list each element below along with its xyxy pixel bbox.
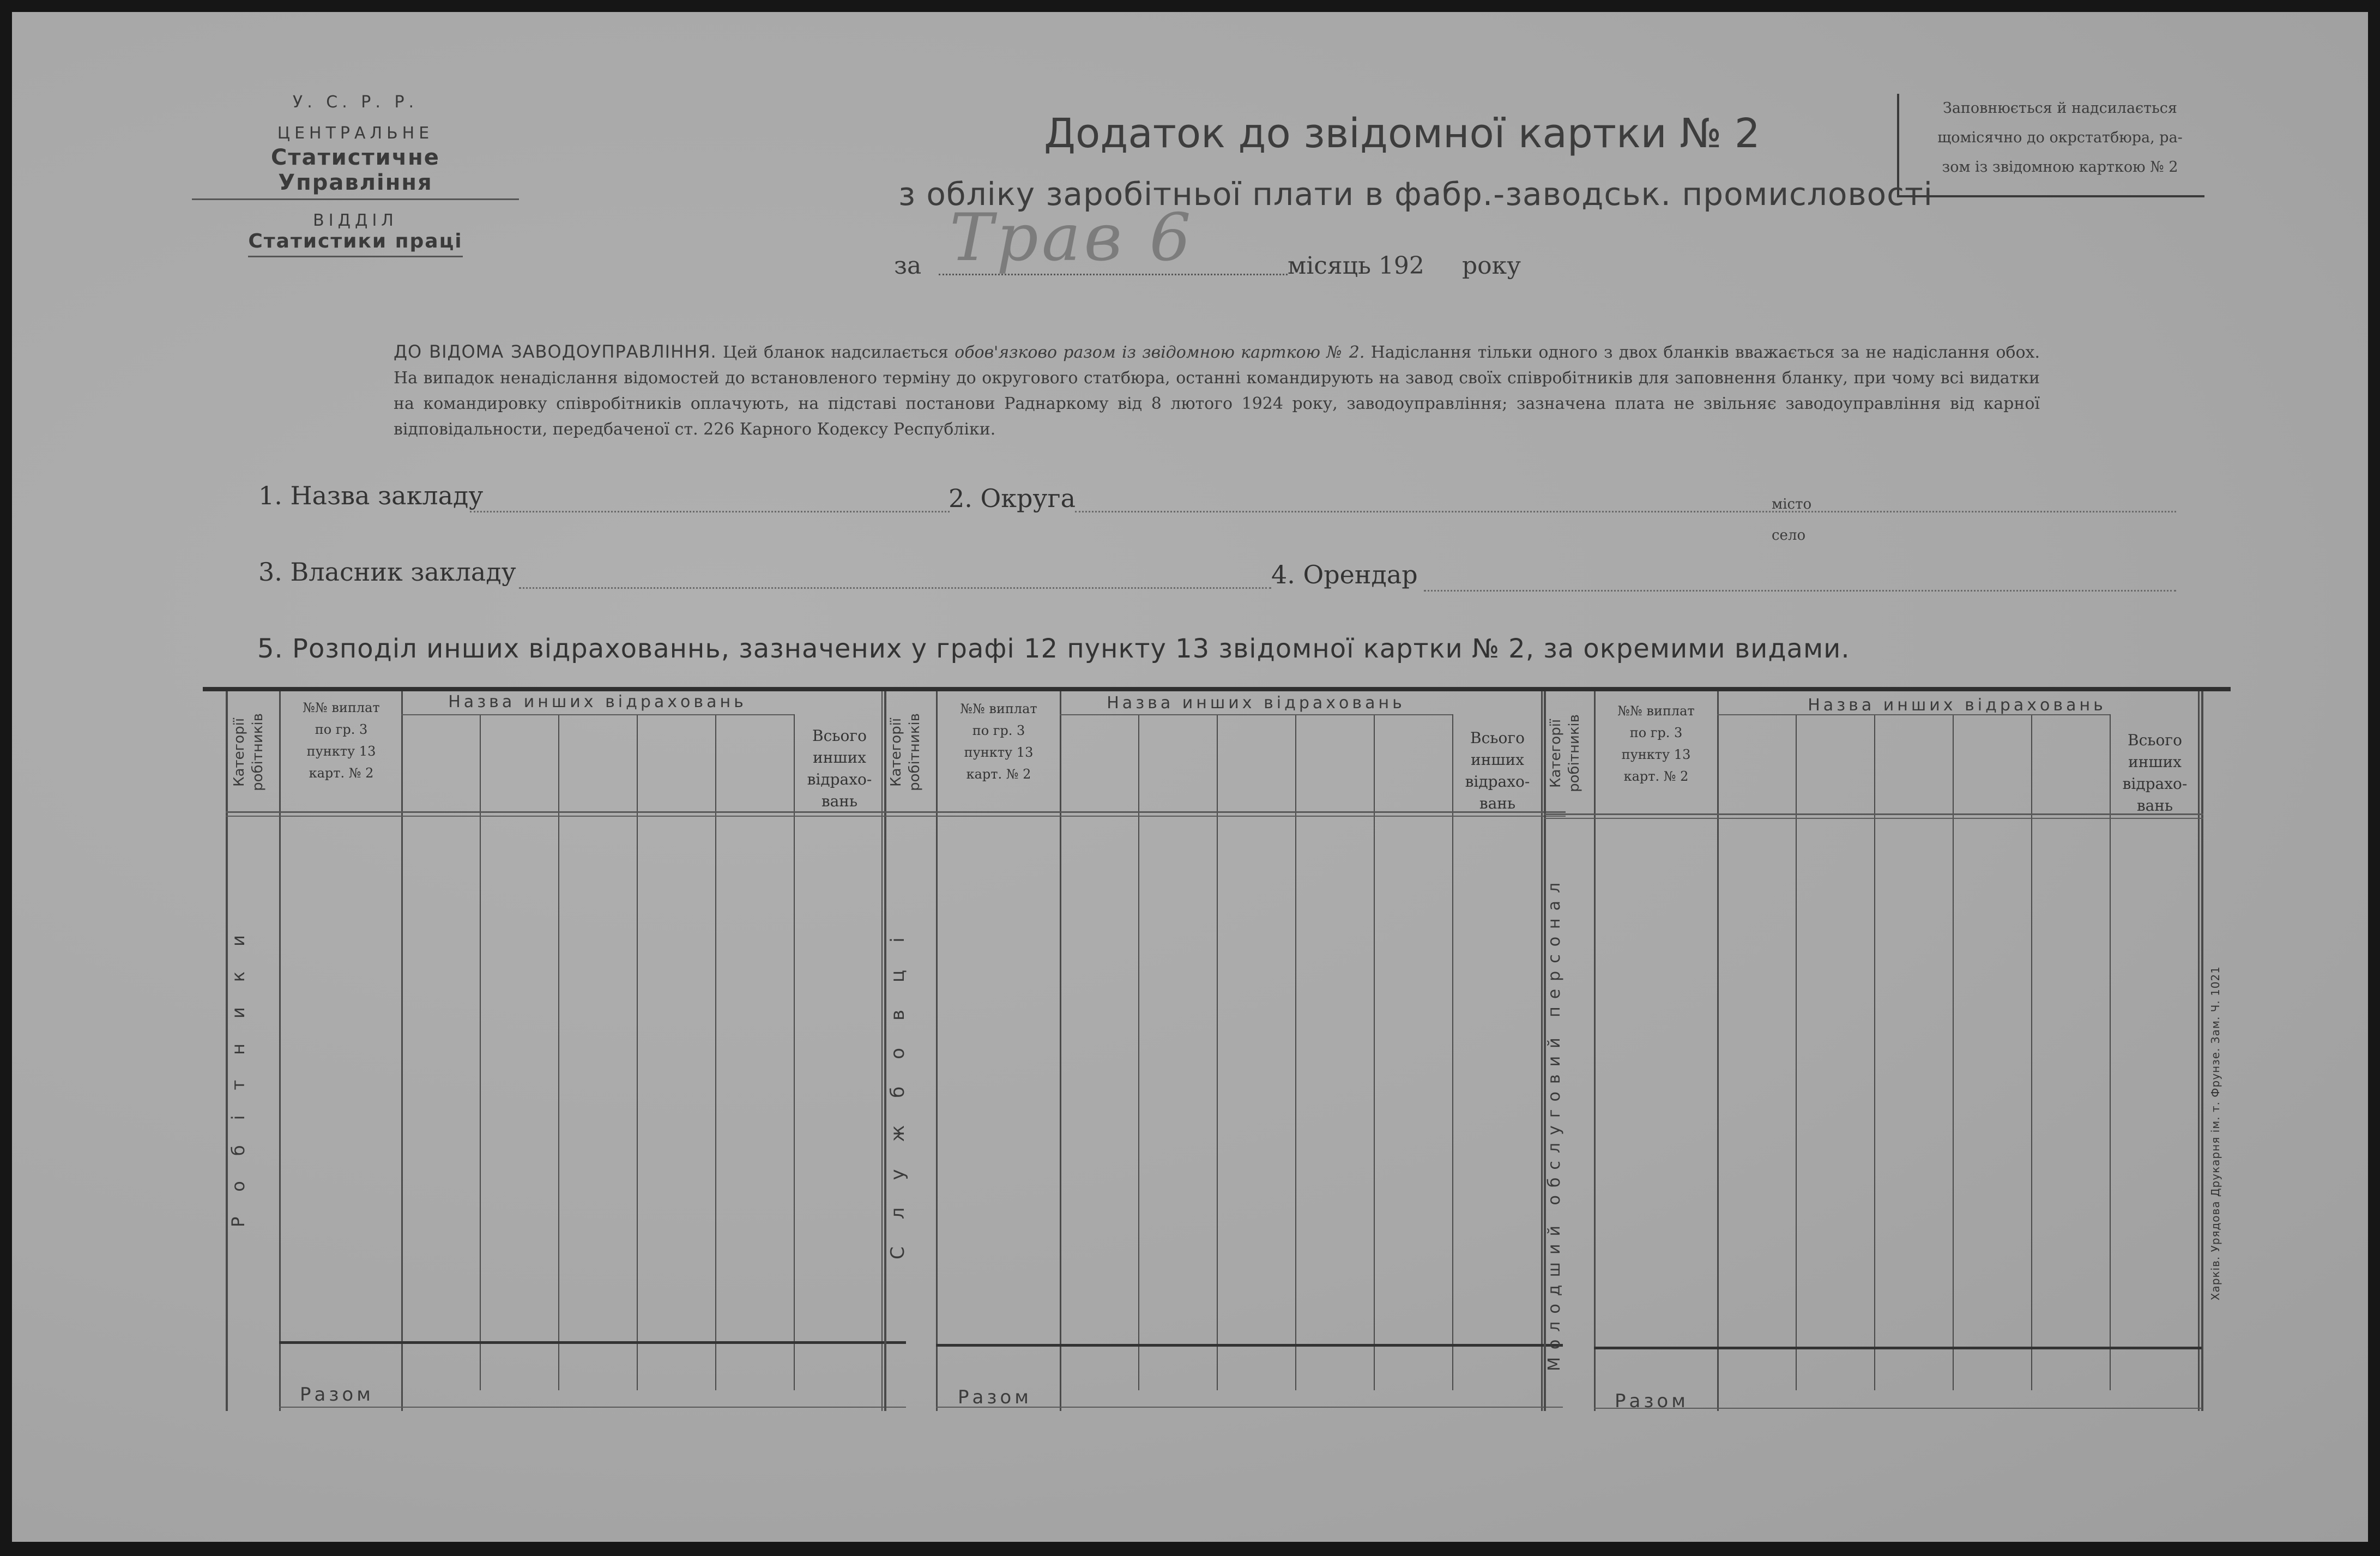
intro-lead: ДО ВІДОМА ЗАВОДОУПРАВЛІННЯ. — [394, 341, 717, 362]
form-sheet — [12, 12, 2368, 1542]
place-village: село — [1772, 527, 1806, 544]
total-header-1: Всього инших відрахо- вань — [807, 727, 872, 810]
total-header-3: Всього инших відрахо- вань — [2122, 731, 2188, 815]
sum-label-junior-staff: Разом — [1615, 1390, 1689, 1412]
deductions-table — [203, 687, 2231, 1412]
org-line2: Статистичне Управління — [192, 145, 519, 200]
category-workers: Робітники — [228, 910, 249, 1227]
field-district-label: 2. Округа — [949, 484, 1076, 513]
field-district-line[interactable] — [1075, 511, 2176, 512]
notice-line3: зом із звідомною карткою № 2 — [1942, 159, 2178, 176]
org-header — [192, 93, 519, 257]
org-line1: ЦЕНТРАЛЬНЕ — [277, 124, 434, 143]
group-header-2: Назва инших відраховань — [1107, 693, 1405, 713]
cat-header-3: Категорії робітників — [1548, 714, 1582, 793]
period-month-word: місяць 192 — [1288, 252, 1424, 280]
period-prefix: за — [894, 252, 922, 280]
dept-line1: ВІДДІЛ — [313, 211, 398, 230]
cat-header-2: Категорії робітників — [888, 713, 923, 792]
notice-line2: щомісячно до окрстатбюра, ра- — [1937, 129, 2183, 146]
category-junior-staff: Молодший обслуговий персонал — [1545, 875, 1564, 1372]
category-employees: Службовці — [887, 910, 909, 1260]
field-tenant-line[interactable] — [1424, 590, 2176, 592]
group-header-3: Назва инших відраховань — [1808, 696, 2106, 715]
dept-line2: Статистики праці — [248, 230, 462, 257]
intro-text2: Надіслання тільки одного з двох бланків вважається за не надіслання обох. На випадок ненадіслання відомостей до встановленого терміну до округового статбюра, останні командирують на завод своїх співробітників для заповнення бланку, при чому всі видатки на командировку співробітників оплачують, на підставі постанови Раднаркому від 8 лютого 1924 року, заводоуправління; зазначена плата не звільняє заводоуправління від карної відповідальности, передбаченої ст. 226 Карного Кодексу Республіки. — [394, 343, 2040, 439]
intro-emphasis: обов'язково разом із звідомною карткою № 2. — [955, 343, 1365, 362]
sum-label-employees: Разом — [958, 1386, 1032, 1408]
cat-header-1: Категорії робітників — [231, 713, 266, 792]
period-suffix: року — [1462, 252, 1521, 280]
month-handwritten: Трав 6 — [950, 200, 1194, 276]
pay-header-1: №№ виплат по гр. 3 пункту 13 карт. № 2 — [303, 700, 380, 781]
group-header-1: Назва инших відраховань — [448, 692, 747, 711]
republic-label: У. С. Р. Р. — [292, 93, 419, 112]
field-tenant-label: 4. Орендар — [1271, 560, 1418, 589]
section5-heading: 5. Розподіл инших відрахованнь, зазначених у графі 12 пункту 13 звідомної картки № 2, за окремими видами. — [257, 634, 1850, 664]
field-owner-line[interactable] — [519, 587, 1271, 589]
pay-header-2: №№ виплат по гр. 3 пункту 13 карт. № 2 — [960, 701, 1037, 782]
pay-header-3: №№ виплат по гр. 3 пункту 13 карт. № 2 — [1617, 703, 1695, 784]
form-subtitle: з обліку заробітньої плати в фабр.-заводськ. промисловості — [898, 176, 1933, 213]
field-institution-label: 1. Назва закладу — [258, 481, 484, 510]
form-title: Додаток до звідомної картки № 2 — [1044, 110, 1760, 157]
notice-line1: Заповнюється й надсилається — [1943, 100, 2177, 117]
place-city: місто — [1772, 496, 1812, 512]
field-institution-line[interactable] — [470, 511, 950, 512]
printer-note: Харків. Урядова Друкарня ім. т. Фрунзе. Зам. Ч. 1021 — [2209, 966, 2222, 1301]
intro-notice — [394, 339, 2040, 442]
sum-label-workers: Разом — [300, 1384, 374, 1406]
field-owner-label: 3. Власник закладу — [258, 557, 516, 587]
intro-text1: Цей бланок надсилається — [722, 343, 949, 362]
total-header-2: Всього инших відрахо- вань — [1465, 729, 1530, 812]
table-top-rule — [203, 687, 2231, 691]
